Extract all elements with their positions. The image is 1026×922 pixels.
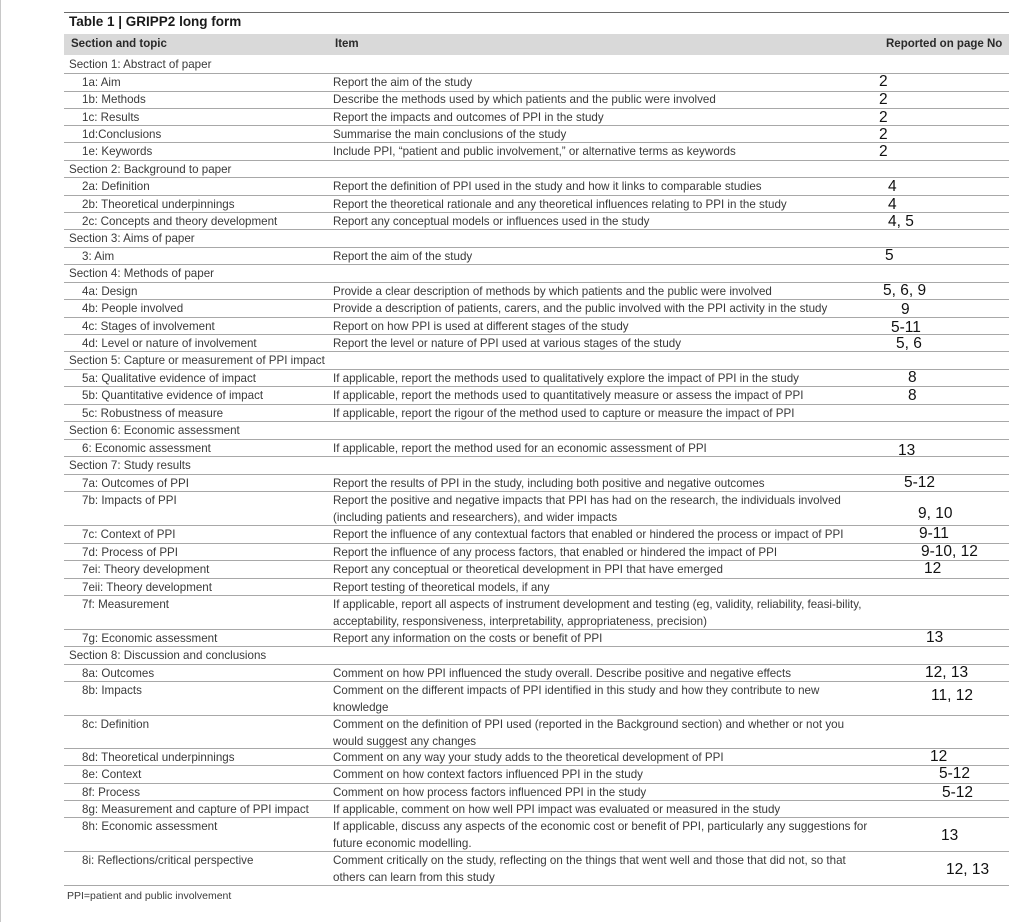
topic-cell: 8h: Economic assessment — [82, 820, 218, 833]
table-row — [64, 579, 1009, 596]
page-number-cell: 4, 5 — [888, 213, 914, 230]
table-row — [64, 335, 1009, 352]
section-row — [64, 56, 1009, 74]
page-number-cell: 2 — [879, 73, 888, 90]
table-row — [64, 766, 1009, 784]
table-row — [64, 126, 1009, 143]
page-number-cell: 12 — [924, 560, 942, 577]
topic-cell: 1e: Keywords — [82, 145, 153, 158]
item-cell: Comment on the definition of PPI used (reported in the Background section) and whether or not you would suggest any changes — [333, 718, 845, 748]
page-number-cell: 2 — [879, 109, 888, 126]
item-cell: Summarise the main conclusions of the study — [333, 128, 567, 141]
page-number-cell: 13 — [898, 442, 916, 459]
item-cell: Describe the methods used by which patients and the public were involved — [333, 93, 716, 106]
topic-cell: 7ei: Theory development — [82, 563, 210, 576]
topic-cell: 8a: Outcomes — [82, 667, 155, 680]
topic-cell: 1b: Methods — [82, 93, 146, 106]
item-cell: Report the impacts and outcomes of PPI in the study — [333, 111, 604, 124]
item-cell: Report testing of theoretical models, if any — [333, 581, 550, 594]
page-number-cell: 5-12 — [939, 765, 971, 782]
topic-cell: 2c: Concepts and theory development — [82, 215, 278, 228]
table-row — [64, 596, 1009, 630]
topic-cell: 6: Economic assessment — [82, 442, 211, 455]
table-row — [64, 213, 1009, 230]
item-cell: Report the positive and negative impacts that PPI has had on the research, the individuals involved (including patients and researchers), and wider impacts — [333, 494, 841, 524]
topic-cell: 7eii: Theory development — [82, 581, 212, 594]
item-cell: Provide a description of patients, carers, and the public involved with the PPI activity in the study — [333, 302, 828, 315]
table-row — [64, 178, 1009, 196]
topic-cell: 7f: Measurement — [82, 598, 169, 611]
topic-cell: 8e: Context — [82, 768, 142, 781]
topic-cell: 7a: Outcomes of PPI — [82, 477, 189, 490]
topic-cell: 1d:Conclusions — [82, 128, 162, 141]
topic-cell: 5b: Quantitative evidence of impact — [82, 389, 264, 402]
item-cell: Report the aim of the study — [333, 250, 473, 263]
topic-cell: 1c: Results — [82, 111, 140, 124]
page-number-cell: 12, 13 — [946, 861, 990, 878]
table-row — [64, 682, 1009, 716]
topic-cell: 8d: Theoretical underpinnings — [82, 751, 235, 764]
topic-cell: 4a: Design — [82, 285, 138, 298]
section-row — [64, 457, 1009, 475]
left-border — [0, 0, 1, 922]
table-row — [64, 196, 1009, 213]
item-cell: If applicable, discuss any aspects of the economic cost or benefit of PPI, particularly any suggestions for future economic modelling. — [333, 820, 868, 850]
table-row — [64, 387, 1009, 405]
header-page: Reported on page No — [886, 38, 1003, 50]
topic-cell: 8g: Measurement and capture of PPI impact — [82, 803, 309, 816]
page-number-cell: 12, 13 — [925, 664, 969, 681]
table-title: Table 1 | GRIPP2 long form — [69, 14, 242, 29]
page-number-cell: 8 — [908, 387, 917, 404]
section-title: Section 8: Discussion and conclusions — [69, 649, 267, 662]
item-cell: Provide a clear description of methods by which patients and the public were involved — [333, 285, 772, 298]
item-cell: If applicable, report all aspects of instrument development and testing (eg, validity, reliability, feasi-bility, acceptability, responsiveness, interpretability, appropriateness, precision) — [333, 598, 862, 628]
topic-cell: 5a: Qualitative evidence of impact — [82, 372, 257, 385]
page-number-cell: 9, 10 — [918, 505, 953, 522]
section-title: Section 3: Aims of paper — [69, 232, 195, 245]
page-number-cell: 9-10, 12 — [921, 543, 978, 560]
item-cell: Report any conceptual models or influences used in the study — [333, 215, 650, 228]
item-cell: Comment critically on the study, reflecting on the things that went well and those that did not, so that others can learn from this study — [333, 854, 846, 884]
table-row — [64, 665, 1009, 682]
table-row — [64, 526, 1009, 544]
page-number-cell: 5-12 — [942, 784, 974, 801]
topic-cell: 2a: Definition — [82, 180, 150, 193]
page-number-cell: 11, 12 — [931, 687, 973, 704]
topic-cell: 7b: Impacts of PPI — [82, 494, 177, 507]
section-title: Section 6: Economic assessment — [69, 424, 240, 437]
topic-cell: 2b: Theoretical underpinnings — [82, 198, 235, 211]
item-cell: Comment on the different impacts of PPI identified in this study and how they contribute to new knowledge — [333, 684, 820, 714]
topic-cell: 7d: Process of PPI — [82, 546, 179, 559]
section-title: Section 4: Methods of paper — [69, 267, 215, 280]
section-title: Section 7: Study results — [69, 459, 191, 472]
page-number-cell: 5, 6, 9 — [883, 282, 927, 299]
item-cell: Report the influence of any contextual factors that enabled or hindered the process or impact of PPI — [333, 528, 844, 541]
section-row — [64, 265, 1009, 283]
table-row — [64, 143, 1009, 161]
section-row — [64, 352, 1009, 370]
topic-cell: 1a: Aim — [82, 76, 121, 89]
item-cell: Report any information on the costs or benefit of PPI — [333, 632, 603, 645]
topic-cell: 7g: Economic assessment — [82, 632, 218, 645]
item-cell: If applicable, report the rigour of the method used to capture or measure the impact of PPI — [333, 407, 795, 420]
item-cell: Comment on any way your study adds to the theoretical development of PPI — [333, 751, 724, 764]
table-row — [64, 852, 1009, 886]
item-cell: Report any conceptual or theoretical development in PPI that have emerged — [333, 563, 723, 576]
topic-cell: 4b: People involved — [82, 302, 184, 315]
page-number-cell: 4 — [888, 196, 897, 213]
table-row — [64, 91, 1009, 109]
item-cell: Report the level or nature of PPI used at various stages of the study — [333, 337, 682, 350]
page-number-cell: 13 — [926, 629, 944, 646]
table-row — [64, 749, 1009, 766]
item-cell: If applicable, comment on how well PPI impact was evaluated or measured in the study — [333, 803, 781, 816]
topic-cell: 4c: Stages of involvement — [82, 320, 215, 333]
page-number-cell: 8 — [908, 369, 917, 386]
topic-cell: 3: Aim — [82, 250, 115, 263]
page-number-cell: 5, 6 — [896, 335, 922, 352]
item-cell: Report the influence of any process factors, that enabled or hindered the impact of PPI — [333, 546, 778, 559]
page-number-cell: 2 — [879, 91, 888, 108]
section-title: Section 1: Abstract of paper — [69, 58, 212, 71]
section-title: Section 2: Background to paper — [69, 163, 232, 176]
item-cell: If applicable, report the method used for an economic assessment of PPI — [333, 442, 707, 455]
item-cell: Include PPI, “patient and public involvement,” or alternative terms as keywords — [333, 145, 736, 158]
page-number-cell: 5-11 — [891, 319, 921, 336]
table-row — [64, 300, 1009, 318]
section-row — [64, 647, 1009, 665]
table-row — [64, 440, 1009, 457]
item-cell: Comment on how process factors influenced PPI in the study — [333, 786, 647, 799]
table-row — [64, 283, 1009, 300]
footnote: PPI=patient and public involvement — [67, 890, 232, 902]
topic-cell: 8f: Process — [82, 786, 140, 799]
topic-cell: 8b: Impacts — [82, 684, 142, 697]
topic-cell: 8c: Definition — [82, 718, 150, 731]
topic-cell: 8i: Reflections/critical perspective — [82, 854, 254, 867]
table-row — [64, 248, 1009, 265]
item-cell: Comment on how PPI influenced the study overall. Describe positive and negative effects — [333, 667, 791, 680]
item-cell: Report the definition of PPI used in the study and how it links to comparable studies — [333, 180, 762, 193]
topic-cell: 5c: Robustness of measure — [82, 407, 224, 420]
table-row — [64, 475, 1009, 492]
table-row — [64, 561, 1009, 579]
page-number-cell: 9-11 — [919, 525, 949, 542]
table-row — [64, 630, 1009, 647]
item-cell: Report the results of PPI in the study, including both positive and negative outcomes — [333, 477, 765, 490]
table-row — [64, 818, 1009, 852]
item-cell: If applicable, report the methods used to qualitatively explore the impact of PPI in the study — [333, 372, 799, 385]
item-cell: Report on how PPI is used at different stages of the study — [333, 320, 629, 333]
table-row — [64, 74, 1009, 92]
section-row — [64, 230, 1009, 248]
table-row — [64, 544, 1009, 561]
section-title: Section 5: Capture or measurement of PPI impact — [69, 354, 325, 367]
page-number-cell: 4 — [888, 178, 897, 195]
page-number-cell: 12 — [930, 748, 948, 765]
topic-cell: 7c: Context of PPI — [82, 528, 176, 541]
topic-cell: 4d: Level or nature of involvement — [82, 337, 257, 350]
table-top-rule — [64, 12, 1009, 13]
header-section-topic: Section and topic — [71, 38, 167, 50]
table-row — [64, 109, 1009, 126]
page-number-cell: 13 — [941, 827, 959, 844]
page-number-cell: 5-12 — [904, 474, 936, 491]
table-row — [64, 492, 1009, 526]
section-row — [64, 422, 1009, 440]
table-row — [64, 784, 1009, 801]
page-number-cell: 9 — [901, 301, 910, 318]
item-cell: Comment on how context factors influenced PPI in the study — [333, 768, 643, 781]
item-cell: If applicable, report the methods used to quantitatively measure or assess the impact of PPI — [333, 389, 804, 402]
table-row — [64, 318, 1009, 335]
page-number-cell: 2 — [879, 126, 888, 143]
item-cell: Report the aim of the study — [333, 76, 473, 89]
table-row — [64, 716, 1009, 749]
table-header — [64, 34, 1009, 55]
table-row — [64, 405, 1009, 422]
section-row — [64, 161, 1009, 178]
page-number-cell: 2 — [879, 143, 888, 160]
table-row — [64, 801, 1009, 818]
table-row — [64, 370, 1009, 387]
page-number-cell: 5 — [885, 247, 894, 264]
item-cell: Report the theoretical rationale and any theoretical influences relating to PPI in the study — [333, 198, 787, 211]
header-item: Item — [335, 38, 359, 50]
